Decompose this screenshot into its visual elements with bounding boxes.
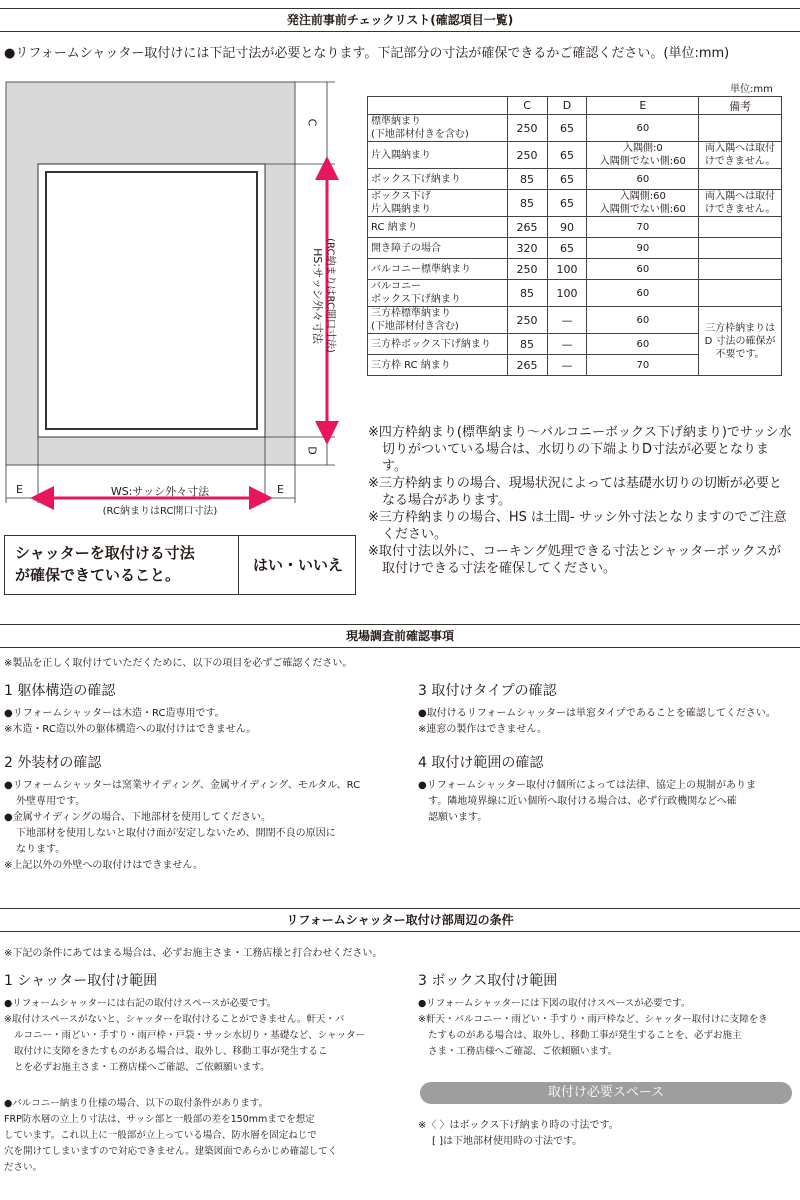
c1b-line: ださい。 [4, 1162, 43, 1173]
conditions-header: リフォームシャッター取付け部周辺の条件 [0, 908, 800, 932]
s3-line: ●取付けるリフォームシャッターは単窓タイプであることを確認してください。 [418, 708, 776, 719]
space-note: [ ]は下地部材使用時の寸法です。 [432, 1136, 583, 1147]
table-row [368, 142, 782, 169]
s4-line: ●リフォームシャッター取付け個所によっては法律、協定上の規制がありま [418, 780, 757, 791]
s1-body [4, 706, 394, 738]
row-label [368, 307, 508, 334]
note-item: ※四方枠納まり(標準納まり〜バルコニーボックス下げ納まり)でサッシ水切りがついている場合は、水切りの下端よりD寸法が必要となります。 [368, 425, 792, 474]
row-label-line: 三方枠ボックス下げ納まり [371, 338, 491, 350]
hs-label: HS:サッシ外々寸法 [311, 248, 324, 344]
table-row [368, 217, 782, 238]
remark-line: けできません。 [704, 156, 776, 167]
e-label-left: E [16, 483, 23, 496]
e-value-line: 60 [636, 122, 650, 134]
c3-body [418, 996, 798, 1060]
c-value: 265 [507, 355, 547, 376]
remarks-cell [699, 115, 782, 142]
ws-sub-label: (RC納まりはRC開口寸法) [102, 506, 218, 517]
c3-line: ※軒天・バルコニー・雨どい・手すり・雨戸枠など、シャッター取付けに支障をき [418, 1014, 768, 1025]
row-label-line: ボックス下げ [371, 191, 431, 202]
c1-body [4, 996, 394, 1076]
e-value-line: 入隅側:0 [622, 143, 663, 154]
c1b-line: FRP防水層の立上り寸法は、サッシ部と一般部の差を150mmまでを想定 [4, 1114, 315, 1125]
d-value: 65 [547, 169, 587, 190]
row-label [368, 217, 508, 238]
e-value-line: 90 [636, 242, 650, 254]
e-value [587, 280, 699, 307]
row-label-line: RC 納まり [371, 221, 418, 233]
unit-label: 単位:mm [730, 84, 773, 95]
c1-line: 取付けに支障をきたすものがある場合は、取外し、移動工事が発生するこ [14, 1046, 328, 1057]
row-label-line: (下地部材付き含む) [371, 321, 459, 332]
row-label-line: ボックス下げ納まり [371, 294, 461, 305]
space-note: ※〈 〉はボックス下げ納まり時の寸法です。 [418, 1120, 619, 1131]
s2-body [4, 778, 394, 874]
c-value: 85 [507, 334, 547, 355]
d-value: 65 [547, 142, 587, 169]
checklist-header: 発注前事前チェックリスト(確認項目一覧) [0, 8, 800, 32]
table-header-cell: D [547, 97, 587, 115]
s2-line: なります。 [16, 844, 66, 855]
s4-body [418, 778, 798, 826]
e-value [587, 259, 699, 280]
survey-intro: ※製品を正しく取付けていただくために、以下の項目を必ずご確認ください。 [4, 658, 353, 669]
row-label [368, 259, 508, 280]
table-header-cell: C [507, 97, 547, 115]
table-row [368, 190, 782, 217]
c1-line: ※取付けスペースがないと、シャッターを取付けることができません。軒天・バ [4, 1014, 345, 1025]
c-value: 250 [507, 307, 547, 334]
c-value: 320 [507, 238, 547, 259]
e-value-line: 60 [636, 338, 650, 350]
d-value: 90 [547, 217, 587, 238]
c1-line: ●リフォームシャッターには右記の取付けスペースが必要です。 [4, 998, 277, 1009]
c-value: 265 [507, 217, 547, 238]
dimension-diagram [0, 78, 360, 518]
row-label-line: 三方枠標準納まり [371, 308, 451, 319]
s2-line: ※上記以外の外壁への取付けはできません。 [4, 860, 203, 871]
e-value [587, 142, 699, 169]
e-value-line: 入隅側でない側:60 [599, 156, 686, 167]
s3-line: ※連窓の製作はできません。 [418, 724, 547, 735]
c-value: 85 [507, 190, 547, 217]
e-value-line: 入隅側:60 [619, 191, 666, 202]
note-item: ※三方枠納まりの場合、現場状況によっては基礎水切りの切断が必要となる場合があります。 [368, 476, 782, 508]
e-value [587, 190, 699, 217]
table-row [368, 259, 782, 280]
c1-line: ルコニー・雨どい・手すり・雨戸枠・戸袋・サッシ水切り・基礎など、シャッター [14, 1030, 366, 1041]
table-row [368, 238, 782, 259]
s1-title: 1 躯体構造の確認 [4, 683, 116, 699]
remarks-cell [699, 169, 782, 190]
dimension-table [367, 96, 782, 376]
row-label-line: 片入隅納まり [371, 204, 431, 215]
row-label [368, 169, 508, 190]
remark-line: 不要です。 [715, 348, 765, 360]
s1-line: ●リフォームシャッターは木造・RC造専用です。 [4, 708, 225, 719]
e-value-line: 60 [636, 173, 650, 185]
remarks-cell [699, 190, 782, 217]
s4-title: 4 取付け範囲の確認 [418, 755, 544, 771]
d-value: 100 [547, 280, 587, 307]
remark-line: 両入隅へは取付 [705, 191, 776, 202]
s3-title: 3 取付けタイプの確認 [418, 683, 557, 699]
group-remarks-cell [699, 307, 782, 376]
s3-body [418, 706, 798, 738]
d-value: 65 [547, 115, 587, 142]
d-value: 100 [547, 259, 587, 280]
table-header-cell: E [587, 97, 699, 115]
row-label [368, 280, 508, 307]
table-row [368, 280, 782, 307]
remarks-cell [699, 280, 782, 307]
e-value-line: 60 [636, 263, 650, 275]
c-value: 250 [507, 259, 547, 280]
question-line2: が確保できていること。 [15, 566, 181, 584]
yes-no-answer[interactable]: はい・いいえ [252, 556, 343, 574]
notes-list [368, 424, 793, 577]
s2-line: 下地部材を使用しないと取付け面が安定しないため、開閉不良の原因に [16, 828, 336, 839]
c3-title: 3 ボックス取付け範囲 [418, 973, 558, 989]
remarks-cell [699, 238, 782, 259]
remarks-cell [699, 259, 782, 280]
note-item: ※三方枠納まりの場合、HS は土間- サッシ外寸法となりますのでご注意ください。 [368, 510, 787, 542]
d-value: — [547, 355, 587, 376]
s1-line: ※木造・RC造以外の躯体構造への取付けはできません。 [4, 724, 257, 735]
s4-line: 認願います。 [428, 812, 488, 823]
c1-line: とを必ずお施主さま・工務店様へご確認、ご依頼願います。 [14, 1062, 270, 1073]
table-header-cell [368, 97, 508, 115]
table-row [368, 307, 782, 334]
s2-line: ●リフォームシャッターは窯業サイディング、金属サイディング、モルタル、RC [4, 780, 361, 791]
e-value [587, 115, 699, 142]
row-label-line: ボックス下げ納まり [371, 173, 461, 185]
remarks-cell [699, 142, 782, 169]
row-label [368, 190, 508, 217]
e-value-line: 60 [636, 314, 650, 326]
s2-line: ●金属サイディングの場合、下地部材を使用してください。 [4, 812, 272, 823]
table-header-cell: 備考 [699, 97, 782, 115]
c-value: 85 [507, 169, 547, 190]
e-value [587, 334, 699, 355]
e-value-line: 入隅側でない側:60 [599, 204, 686, 215]
row-label [368, 115, 508, 142]
c1b-line: 穴を開けてしまいますので対応できません。建築図面であらかじめ確認してく [4, 1146, 338, 1157]
c1b-line: ●バルコニー納まり仕様の場合、以下の取付条件があります。 [4, 1098, 269, 1109]
row-label [368, 334, 508, 355]
note-item: ※取付寸法以外に、コーキング処理できる寸法とシャッターボックスが取付けできる寸法を確保してください。 [368, 544, 782, 576]
row-label [368, 142, 508, 169]
row-label-line: バルコニー標準納まり [371, 263, 471, 275]
remark-line: けできません。 [704, 204, 776, 215]
d-value: — [547, 334, 587, 355]
question-line1: シャッターを取付ける寸法 [15, 544, 195, 562]
c1-title: 1 シャッター取付け範囲 [4, 973, 158, 989]
space-required-label: 取付け必要スペース [420, 1082, 792, 1104]
c-value: 250 [507, 115, 547, 142]
row-label-line: 開き障子の場合 [371, 242, 441, 254]
row-label-line: (下地部材付きを含む) [371, 129, 469, 140]
d-value: 65 [547, 190, 587, 217]
c1b-body [4, 1096, 394, 1176]
row-label-line: バルコニー [371, 281, 421, 292]
row-label-line: 標準納まり [371, 116, 421, 127]
survey-header: 現場調査前確認事項 [0, 624, 800, 648]
conditions-intro: ※下記の条件にあてはまる場合は、必ずお施主さま・工務店様と打合わせください。 [4, 948, 383, 959]
e-value-line: 60 [636, 287, 650, 299]
s2-title: 2 外装材の確認 [4, 755, 102, 771]
hs-sub-label: (RC納まりはRC開口寸法) [324, 238, 336, 353]
remark-line: 両入隅へは取付 [705, 143, 776, 154]
c3-line: さま・工務店様へご確認、ご依頼願います。 [428, 1046, 618, 1057]
remark-line: D 寸法の確保が [704, 335, 776, 347]
remark-line: 三方枠納まりは [705, 322, 776, 334]
e-value-line: 70 [636, 359, 650, 371]
d-label: D [305, 446, 319, 455]
c1b-line: しています。これ以上に一般部が立上っている場合、防水層を固定ねじで [4, 1130, 317, 1141]
s4-line: す。隣地境界線に近い個所へ取付ける場合は、必ず行政機関などへ確 [428, 796, 737, 807]
d-value: — [547, 307, 587, 334]
s2-line: 外壁専用です。 [16, 796, 86, 807]
e-value [587, 307, 699, 334]
c-value: 250 [507, 142, 547, 169]
c-value: 85 [507, 280, 547, 307]
row-label [368, 238, 508, 259]
e-value [587, 217, 699, 238]
remarks-cell [699, 217, 782, 238]
d-value: 65 [547, 238, 587, 259]
e-value [587, 355, 699, 376]
e-label-right: E [277, 483, 284, 496]
ws-label: WS:サッシ外々寸法 [110, 485, 210, 498]
table-row [368, 169, 782, 190]
c-label: C [305, 118, 319, 127]
table-row [368, 115, 782, 142]
row-label-line: 片入隅納まり [371, 149, 431, 161]
e-value [587, 169, 699, 190]
c3-line: たすものがある場合は、取外し、移動工事が発生することを、必ずお施主 [428, 1030, 742, 1041]
intro-text: ●リフォームシャッター取付けには下記寸法が必要となります。下記部分の寸法が確保できるかご確認ください。(単位:mm) [4, 46, 730, 61]
confirmation-box [4, 535, 356, 595]
sash-inner [46, 172, 257, 429]
row-label [368, 355, 508, 376]
row-label-line: 三方枠 RC 納まり [371, 359, 451, 371]
space-notes [418, 1118, 798, 1150]
e-value-line: 70 [636, 221, 650, 233]
c3-line: ●リフォームシャッターには下図の取付けスペースが必要です。 [418, 998, 691, 1009]
e-value [587, 238, 699, 259]
